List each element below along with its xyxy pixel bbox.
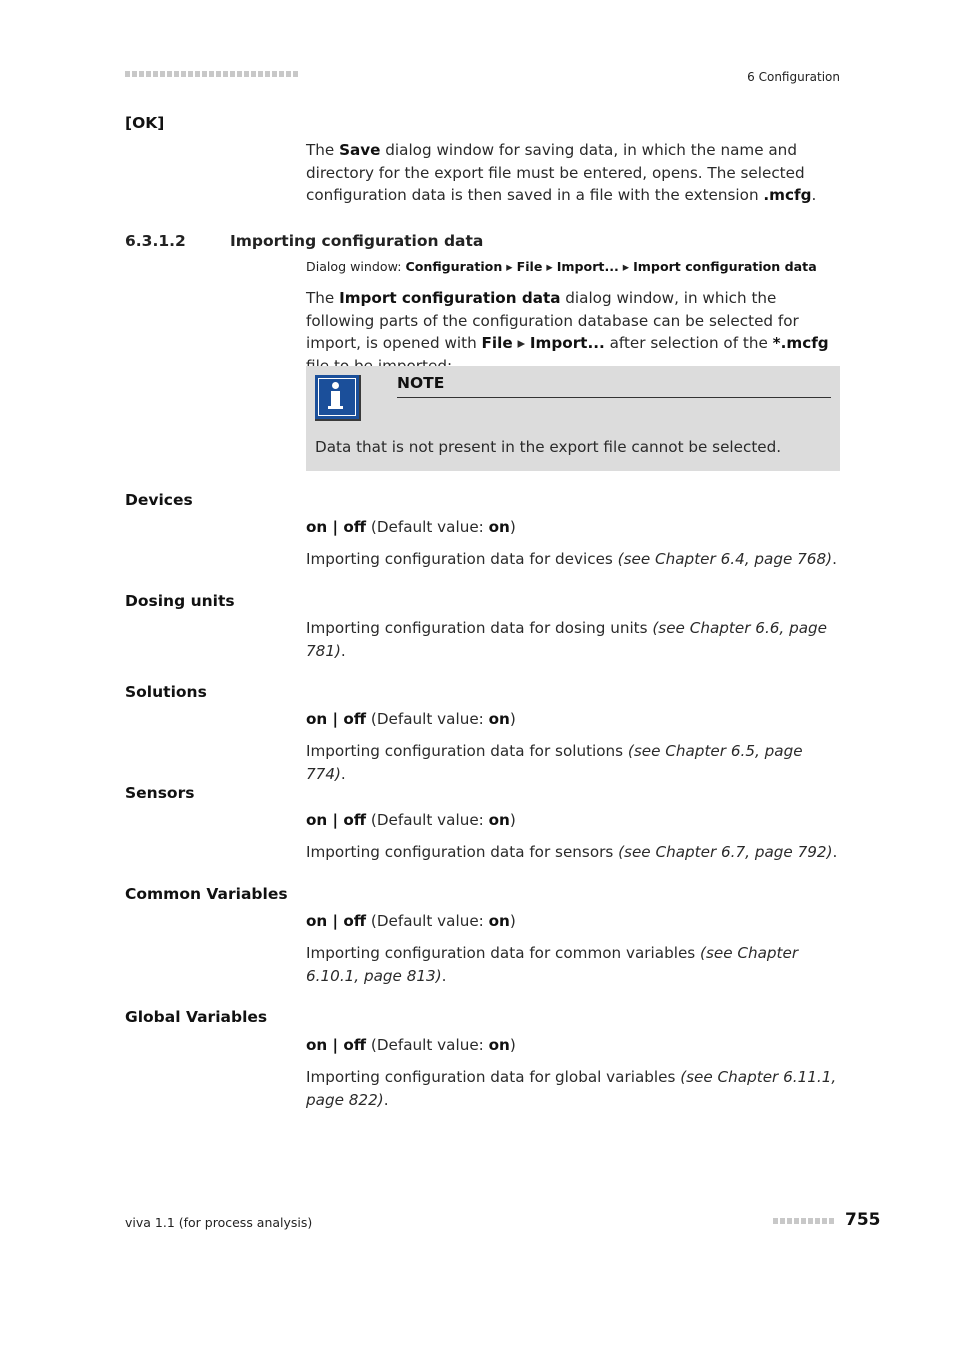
- solutions-description: Importing configuration data for solutions (see Chapter 6.5, page 774).: [306, 742, 803, 783]
- ok-description: The Save dialog window for saving data, in which the name and directory for the export file must be entered, opens. The selected configuration data is then saved in a file with the extension .mcfg.: [306, 141, 817, 204]
- dosing-units-term: Dosing units: [125, 592, 235, 610]
- common-variables-options: on | off (Default value: on): [306, 912, 516, 930]
- header-decoration: [125, 71, 298, 79]
- devices-term: Devices: [125, 491, 193, 509]
- common-variables-chapter-link[interactable]: (see Chapter 6.10.1, page 813): [306, 944, 799, 985]
- sensors-options: on | off (Default value: on): [306, 811, 516, 829]
- dialog-path: Dialog window: Configuration ▸ File ▸ Import... ▸ Import configuration data: [306, 259, 817, 274]
- dosing-units-description: Importing configuration data for dosing units (see Chapter 6.6, page 781).: [306, 619, 828, 660]
- section-title: Importing configuration data: [230, 232, 484, 250]
- info-icon: [315, 375, 361, 421]
- common-variables-term: Common Variables: [125, 885, 288, 903]
- footer-decoration: [773, 1218, 834, 1224]
- sensors-term: Sensors: [125, 784, 195, 802]
- footer-product: viva 1.1 (for process analysis): [125, 1215, 313, 1230]
- note-title: NOTE: [397, 374, 445, 392]
- global-variables-options: on | off (Default value: on): [306, 1036, 516, 1054]
- header-chapter: 6 Configuration: [747, 70, 840, 84]
- sensors-chapter-link[interactable]: (see Chapter 6.7, page 792): [618, 843, 833, 861]
- ok-term: [OK]: [125, 114, 165, 132]
- page-number: 755: [845, 1210, 881, 1230]
- devices-description: Importing configuration data for devices (see Chapter 6.4, page 768).: [306, 550, 837, 568]
- solutions-term: Solutions: [125, 683, 207, 701]
- note-divider: [397, 397, 831, 398]
- solutions-chapter-link[interactable]: (see Chapter 6.5, page 774): [306, 742, 803, 783]
- note-box: [306, 366, 840, 471]
- global-variables-term: Global Variables: [125, 1008, 268, 1026]
- note-text: Data that is not present in the export file cannot be selected.: [315, 438, 782, 456]
- intro-paragraph: The Import configuration data dialog window, in which the following parts of the configuration database can be selected for import, is opened with File ▸ Import... after selection of the *.mcfg: [306, 289, 829, 352]
- global-variables-chapter-link[interactable]: (see Chapter 6.11.1, page 822): [306, 1068, 837, 1109]
- devices-chapter-link[interactable]: (see Chapter 6.4, page 768): [617, 550, 833, 568]
- devices-options: on | off (Default value: on): [306, 518, 516, 536]
- section-number: 6.3.1.2: [125, 232, 186, 250]
- common-variables-description: Importing configuration data for common variables (see Chapter 6.10.1, page 813).: [306, 944, 799, 985]
- dosing-units-chapter-link[interactable]: (see Chapter 6.6, page 781): [306, 619, 828, 660]
- sensors-description: Importing configuration data for sensors (see Chapter 6.7, page 792).: [306, 843, 838, 861]
- global-variables-description: Importing configuration data for global variables (see Chapter 6.11.1, page 822).: [306, 1068, 837, 1109]
- solutions-options: on | off (Default value: on): [306, 710, 516, 728]
